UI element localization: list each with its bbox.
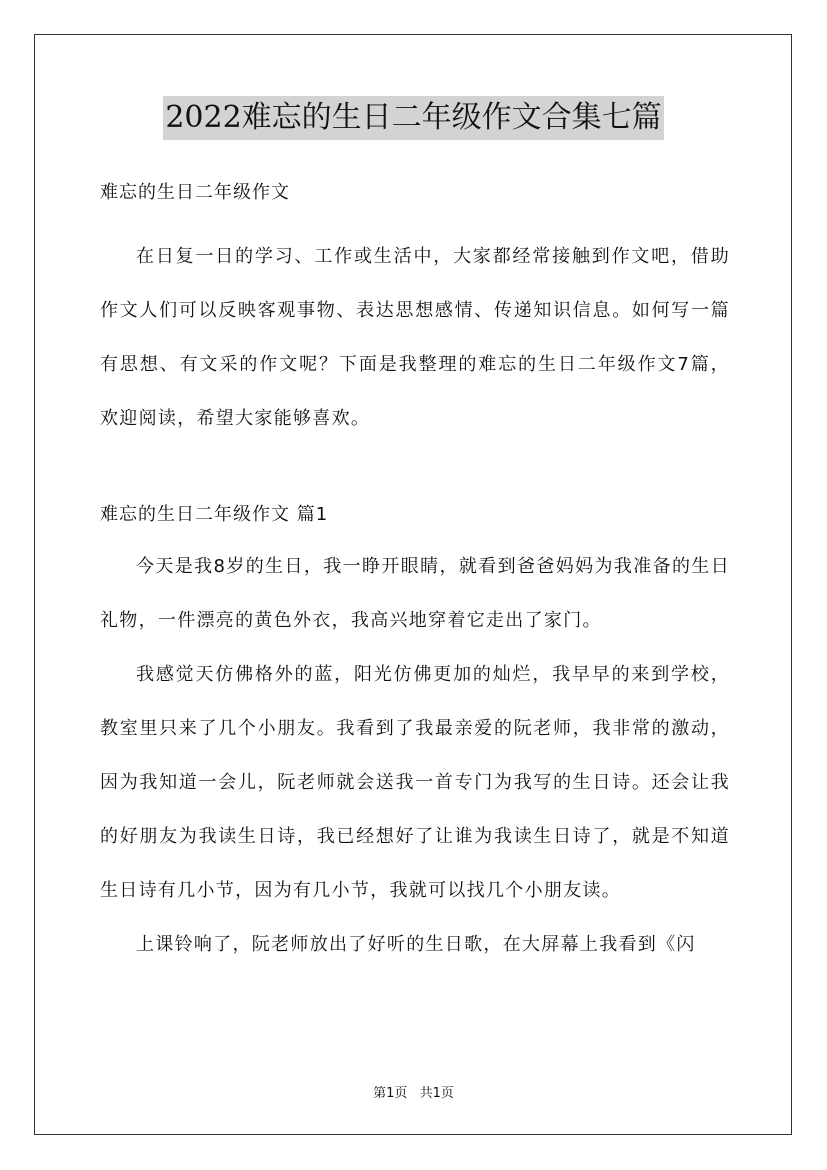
intro-heading: 难忘的生日二年级作文 — [100, 182, 290, 203]
page-footer — [0, 1082, 827, 1101]
page-number: 第1页 — [373, 1086, 408, 1101]
document-body — [100, 174, 730, 972]
intro-paragraph: 在日复一日的学习、工作或生活中，大家都经常接触到作文吧，借助作文人们可以反映客观事物、表达思想感情、传递知识信息。如何写一篇有思想、有文采的作文呢？下面是我整理的难忘的生日二年级作文7篇，欢迎阅读，希望大家能够喜欢。 — [100, 246, 730, 429]
title-container — [0, 96, 827, 140]
body-paragraph: 上课铃响了，阮老师放出了好听的生日歌，在大屏幕上我看到《闪 — [136, 934, 696, 955]
body-paragraph: 我感觉天仿佛格外的蓝，阳光仿佛更加的灿烂，我早早的来到学校，教室里只来了几个小朋友。我看到了我最亲爱的阮老师，我非常的激动，因为我知道一会儿，阮老师就会送我一首专门为我写的生日诗。还会让我的好朋友为我读生日诗，我已经想好了让谁为我读生日诗了，就是不知道生日诗有几小节，因为有几小节，我就可以找几个小朋友读。 — [100, 664, 730, 901]
section-heading: 难忘的生日二年级作文 篇1 — [100, 504, 329, 525]
body-paragraph: 今天是我8岁的生日，我一睁开眼睛，就看到爸爸妈妈为我准备的生日礼物，一件漂亮的黄色外衣，我高兴地穿着它走出了家门。 — [100, 556, 730, 631]
spacer — [100, 212, 730, 230]
page-total: 共1页 — [419, 1086, 454, 1101]
document-title: 2022难忘的生日二年级作文合集七篇 — [163, 96, 663, 140]
spacer — [100, 446, 730, 496]
